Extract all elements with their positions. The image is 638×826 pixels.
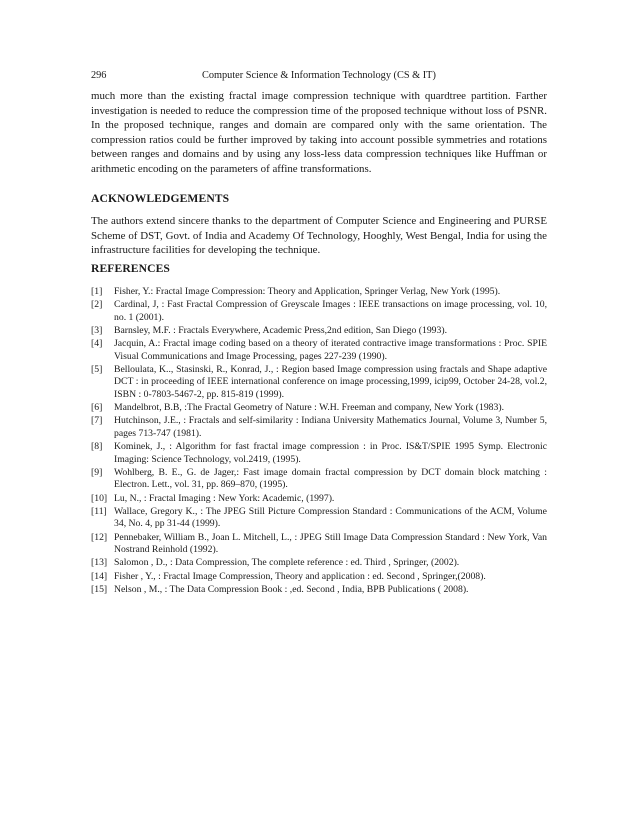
reference-item bbox=[91, 441, 547, 466]
reference-label: [14] bbox=[91, 570, 108, 582]
reference-text: Kominek, J., : Algorithm for fast fractal image compression : in Proc. IS&T/SPIE 1995 Symp. Electronic Imaging: Science Technology, vol.2419, (1995). bbox=[114, 441, 547, 465]
reference-item bbox=[91, 493, 547, 505]
reference-item bbox=[91, 325, 547, 337]
reference-label: [7] bbox=[91, 415, 103, 427]
reference-label: [4] bbox=[91, 338, 103, 350]
reference-text: Fisher, Y.: Fractal Image Compression: Theory and Application, Springer Verlag, New York (1995). bbox=[114, 286, 501, 297]
reference-item bbox=[91, 415, 547, 440]
reference-text: Pennebaker, William B., Joan L. Mitchell, L., : JPEG Still Image Data Compression Standard : New York, Van Nostrand Reinhold (1992). bbox=[114, 531, 547, 555]
reference-text: Wohlberg, B. E., G. de Jager,: Fast image domain fractal compression by DCT domain block matching : Electron. Lett., vol. 31, pp. 869–870, (1995). bbox=[114, 466, 547, 491]
reference-label: [5] bbox=[91, 364, 103, 375]
page-number: 296 bbox=[91, 70, 107, 81]
reference-text: Hutchinson, J.E., : Fractals and self-similarity : Indiana University Mathematics Journal, Volume 3, Number 5, pages 713-747 (1981). bbox=[114, 415, 547, 439]
reference-label: [2] bbox=[91, 299, 103, 311]
reference-item bbox=[91, 286, 547, 298]
reference-text: Mandelbrot, B.B, :The Fractal Geometry of Nature : W.H. Freeman and company, New York (1983). bbox=[114, 402, 505, 414]
acknowledgements-paragraph: The authors extend sincere thanks to the department of Computer Science and Engineering and PURSE Scheme of DST, Govt. of India and Academy Of Technology, Hooghly, West Bengal, India for using the infrastructure facilities for developing the technique. bbox=[91, 215, 547, 257]
acknowledgements-heading: ACKNOWLEDGEMENTS bbox=[91, 192, 230, 205]
reference-item bbox=[91, 467, 547, 492]
reference-text: Cardinal, J, : Fast Fractal Compression of Greyscale Images : IEEE transactions on image processing, vol. 10, no. 1 (2001). bbox=[114, 299, 547, 323]
running-header bbox=[91, 70, 546, 84]
reference-label: [11] bbox=[91, 505, 107, 517]
reference-item bbox=[91, 506, 547, 531]
reference-text: Fisher , Y., : Fractal Image Compression, Theory and application : ed. Second , Springer,(2008). bbox=[114, 570, 486, 582]
reference-label: [10] bbox=[91, 492, 108, 504]
reference-text: Salomon , D., : Data Compression, The complete reference : ed. Third , Springer, (2002). bbox=[114, 557, 460, 569]
reference-label: [6] bbox=[91, 402, 103, 414]
reference-label: [3] bbox=[91, 325, 103, 336]
reference-item bbox=[91, 364, 547, 401]
reference-item bbox=[91, 532, 547, 557]
conclusion-paragraph: much more than the existing fractal image compression technique with quardtree partition. Farther investigation is needed to reduce the compression time of the proposed technique without loss of PSNR. In the proposed technique, ranges and domain are compared only with the same orientation. The compression ratios could be further improved by taking into account possible symmetries and rotations between ranges and domains and by using any loss-less data compression techniques like Huffman or arithmetic encoding on the parameters of affine transformations. bbox=[91, 90, 547, 175]
journal-title: Computer Science & Information Technology (CS & IT) bbox=[202, 70, 436, 81]
reference-item bbox=[91, 571, 547, 583]
reference-text: Belloulata, K.., Stasinski, R., Konrad, J., : Region based Image compression using fractals and Shape adaptive DCT : in proceeding of IEEE international conference on image processing,1999, icip99, October 24-28, vol.2, ISBN : 0-7803-5467-2, pp. 815-819 (1999). bbox=[114, 364, 547, 400]
reference-text: Lu, N., : Fractal Imaging : New York: Academic, (1997). bbox=[114, 492, 335, 504]
reference-text: Barnsley, M.F. : Fractals Everywhere, Academic Press,2nd edition, San Diego (1993). bbox=[114, 325, 448, 336]
reference-item bbox=[91, 402, 547, 414]
reference-item bbox=[91, 299, 547, 324]
reference-label: [13] bbox=[91, 557, 108, 569]
reference-item bbox=[91, 584, 547, 596]
reference-label: [12] bbox=[91, 531, 108, 543]
reference-label: [8] bbox=[91, 441, 103, 453]
reference-label: [1] bbox=[91, 286, 103, 297]
reference-text: Nelson , M., : The Data Compression Book : ,ed. Second , India, BPB Publications ( 2008). bbox=[114, 583, 469, 595]
reference-text: Jacquin, A.: Fractal image coding based on a theory of iterated contractive image transformations : Proc. SPIE Visual Communications and Image Processing, pages 227-239 (1990). bbox=[114, 338, 547, 362]
reference-text: Wallace, Gregory K., : The JPEG Still Picture Compression Standard : Communications of the ACM, Volume 34, No. 4, pp 31-44 (1999). bbox=[114, 505, 547, 530]
reference-item bbox=[91, 557, 547, 569]
reference-label: [9] bbox=[91, 466, 103, 478]
references-list bbox=[91, 286, 547, 597]
references-heading: REFERENCES bbox=[91, 262, 170, 275]
reference-item bbox=[91, 338, 547, 363]
reference-label: [15] bbox=[91, 583, 108, 595]
